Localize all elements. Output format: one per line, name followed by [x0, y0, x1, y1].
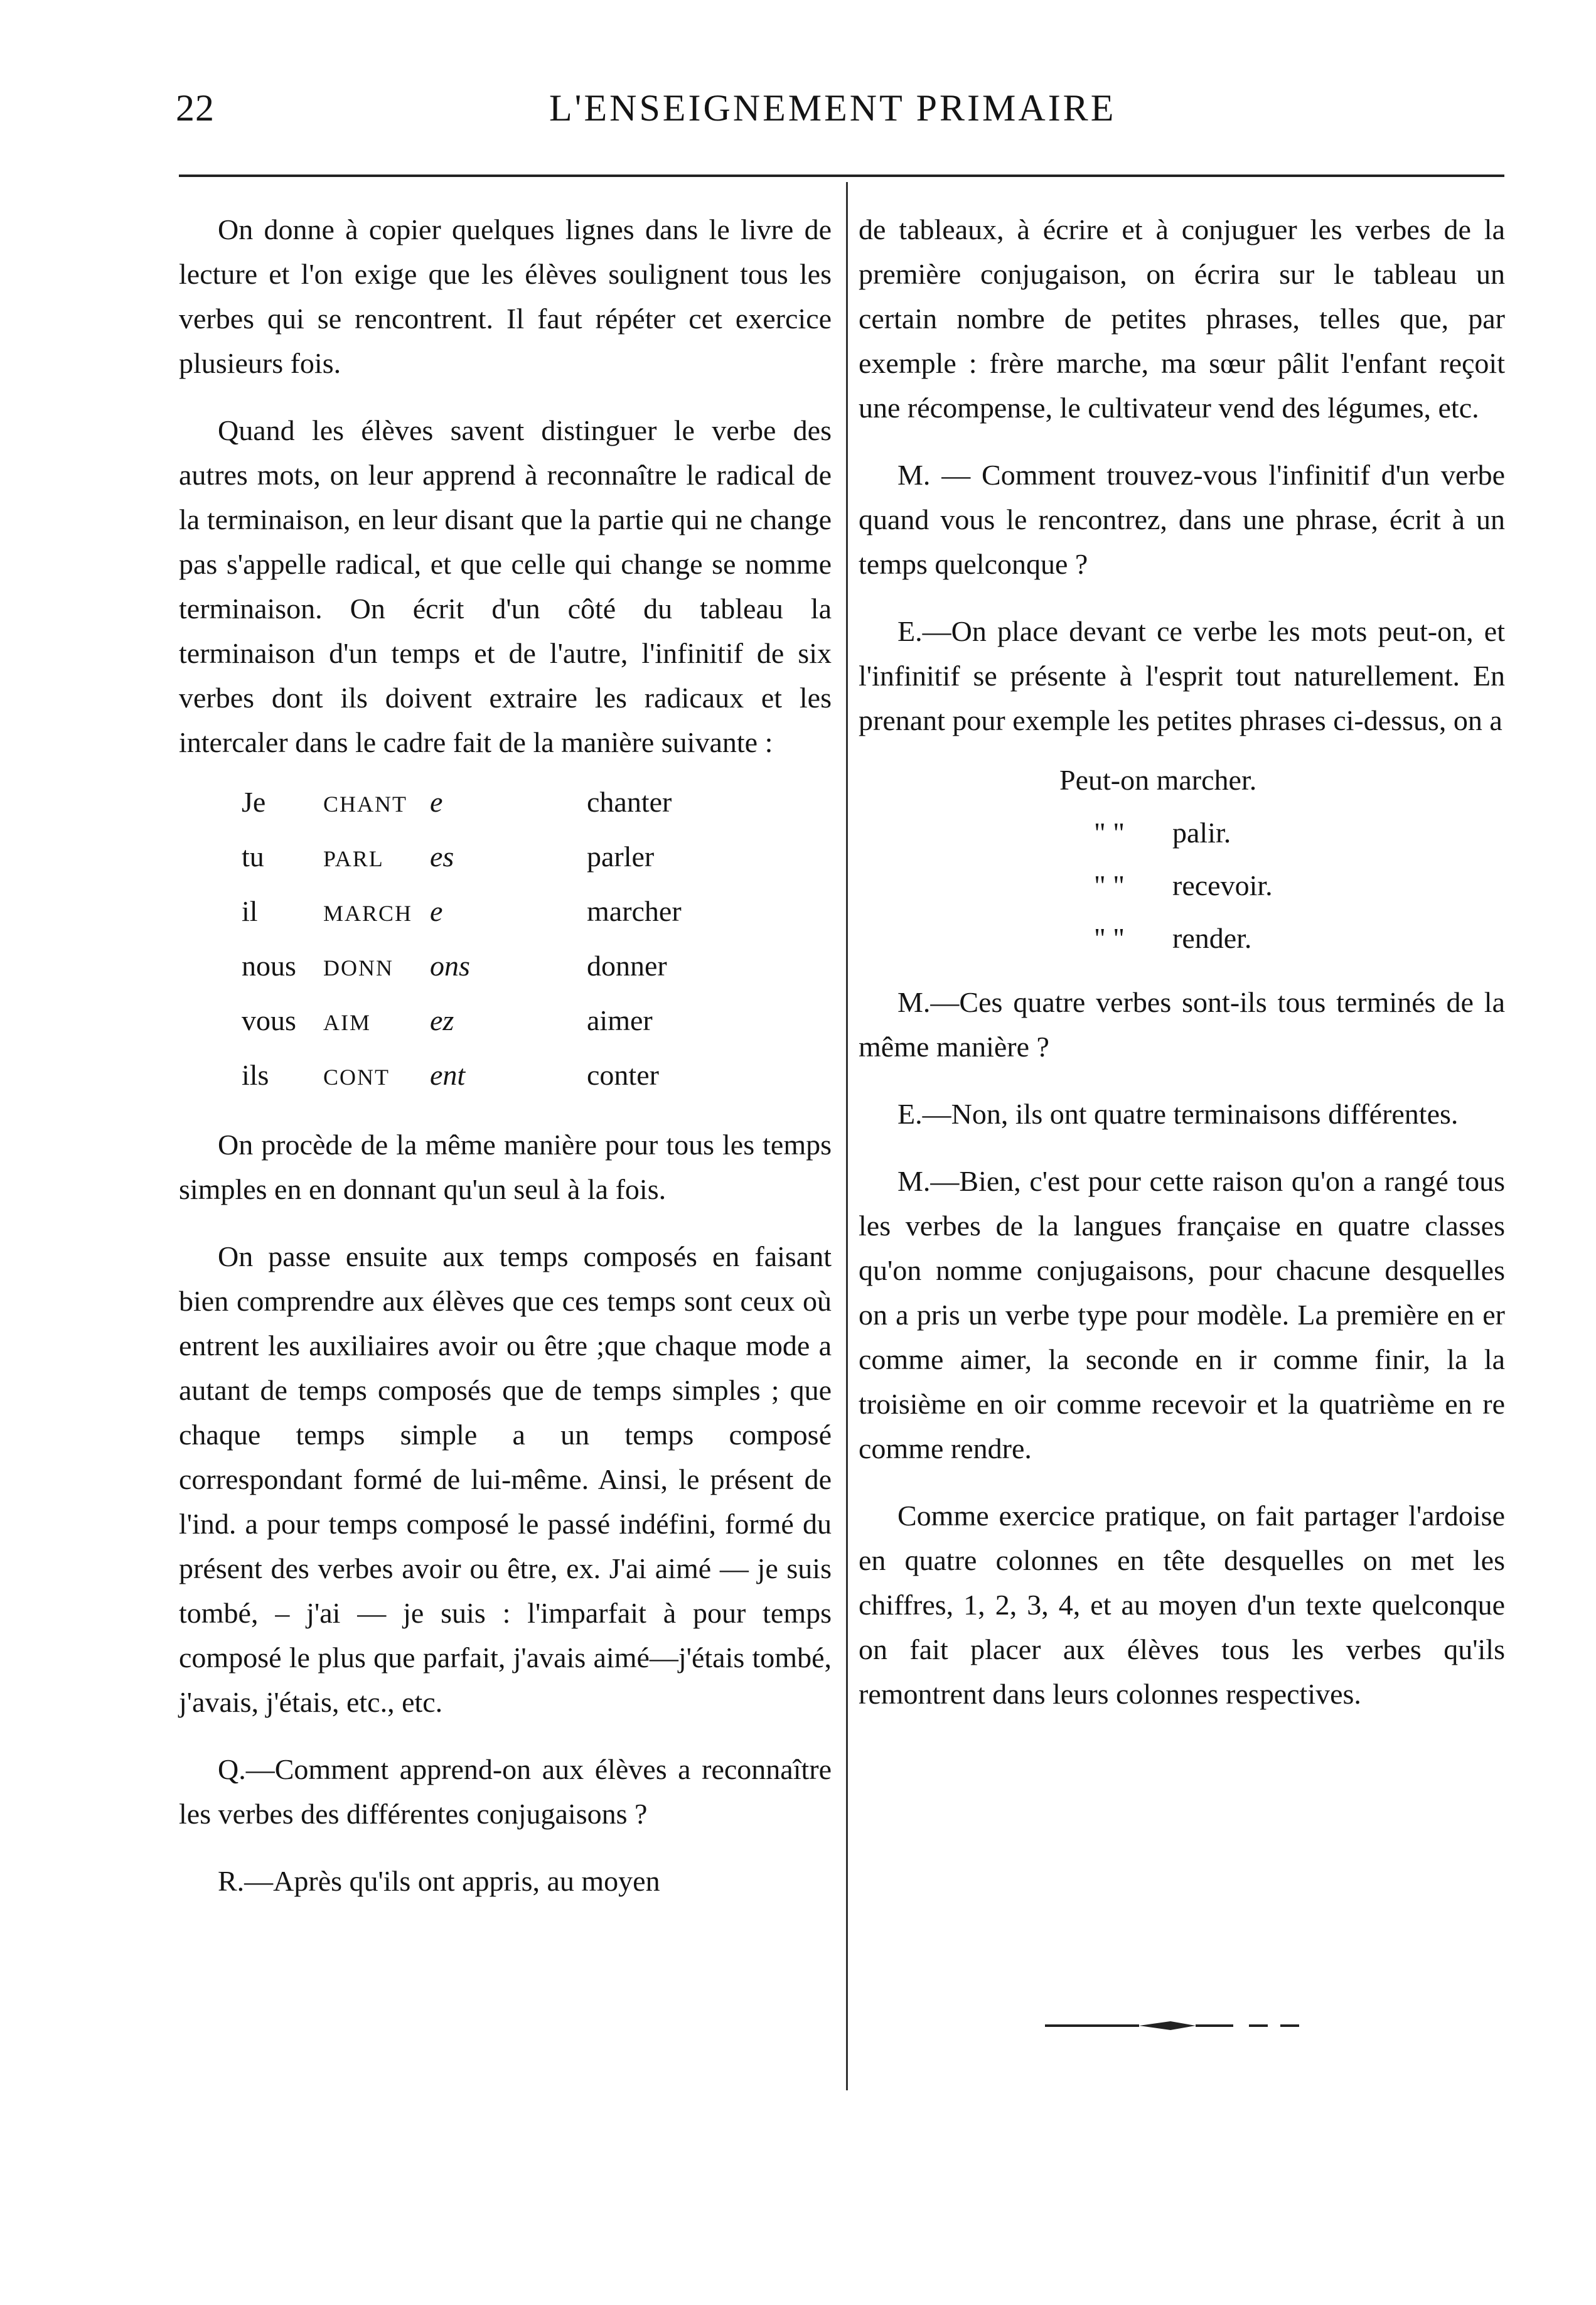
page-header: [0, 82, 1596, 132]
conj-radical: MARCH: [323, 901, 413, 926]
conj-pronoun: nous: [242, 950, 296, 982]
list-item: [1059, 807, 1505, 859]
conj-radical: AIM: [323, 1010, 371, 1035]
conjugation-row: [242, 885, 775, 940]
paragraph: M.—Ces quatre verbes sont-ils tous terminés de la même manière ?: [859, 986, 1505, 1063]
conj-ending: ons: [430, 950, 470, 982]
paragraph: Comme exercice pratique, on fait partager l'ardoise en quatre colonnes en tête desquelles on met les chiffres, 1, 2, 3, 4, et au moyen d'un texte quelconque on fait placer aux élèves tous les verbes qu'ils remontrent dans leurs colonnes respectives.: [859, 1500, 1505, 1710]
conj-infinitive: chanter: [587, 786, 672, 818]
conjugation-table: [242, 776, 775, 1104]
ditto-mark: " ": [1094, 817, 1125, 849]
conj-ending: e: [430, 895, 443, 927]
paragraph: M. — Comment trouvez-vous l'infinitif d'un verbe quand vous le rencontrez, dans une phrase, écrit à un temps quelconque ?: [859, 459, 1505, 580]
conjugation-row: [242, 1049, 775, 1104]
right-column: [859, 207, 1505, 1739]
peut-on-list: [1059, 754, 1505, 965]
list-item-text: render.: [1172, 922, 1252, 954]
conj-infinitive: parler: [587, 841, 655, 873]
conj-infinitive: aimer: [587, 1004, 653, 1036]
conj-ending: e: [430, 786, 443, 818]
list-item-text: recevoir.: [1172, 869, 1273, 901]
list-item: [1059, 859, 1505, 912]
header-rule: [179, 175, 1504, 177]
paragraph: On donne à copier quelques lignes dans le livre de lecture et l'on exige que les élèves soulignent tous les verbes qui se rencontrent. Il faut répéter cet exercice plusieurs fois.: [179, 213, 832, 379]
paragraph: R.—Après qu'ils ont appris, au moyen: [218, 1865, 660, 1897]
list-item: [1059, 912, 1505, 965]
conj-pronoun: tu: [242, 841, 264, 873]
peut-on-first: Peut-on marcher.: [1059, 764, 1257, 796]
conjugation-row: [242, 776, 775, 830]
paragraph: On passe ensuite aux temps composés en faisant bien comprendre aux élèves que ces temps sont ceux où entrent les auxiliaires avoir ou être ;que chaque mode a autant de temps composés que de temps simples ; que chaque temps simple a un temps composé correspondant formé de lui-même. Ainsi, le présent de l'ind. a pour temps composé le passé indéfini, formé du présent des verbes avoir ou être, ex. J'ai aimé — je suis tombé, – j'ai — je suis : l'imparfait à pour temps composé le plus que parfait, j'avais aimé—j'étais tombé, j'avais, j'étais, etc., etc.: [179, 1240, 832, 1718]
conjugation-row: [242, 830, 775, 885]
conj-ending: es: [430, 841, 454, 873]
conj-radical: DONN: [323, 955, 394, 981]
end-ornament: [1045, 2016, 1309, 2035]
conjugation-row: [242, 940, 775, 994]
paragraph: E.—Non, ils ont quatre terminaisons différentes.: [897, 1098, 1459, 1130]
conj-pronoun: vous: [242, 1004, 296, 1036]
conj-ending: ez: [430, 1004, 454, 1036]
conj-pronoun: Je: [242, 786, 266, 818]
ditto-mark: " ": [1094, 922, 1125, 954]
conj-pronoun: ils: [242, 1059, 269, 1091]
list-item-text: palir.: [1172, 817, 1231, 849]
paragraph: M.—Bien, c'est pour cette raison qu'on a rangé tous les verbes de la langues française en quatre classes qu'on nomme conjugaisons, pour chacune desquelles on a pris un verbe type pour modèle. La première en er comme aimer, la seconde en ir comme finir, la la troisième en oir comme recevoir et la quatrième en re comme rendre.: [859, 1165, 1505, 1464]
paragraph: Q.—Comment apprend-on aux élèves a reconnaître les verbes des différentes conjugaisons ?: [179, 1753, 832, 1830]
conj-infinitive: marcher: [587, 895, 682, 927]
paragraph: On procède de la même manière pour tous les temps simples en en donnant qu'un seul à la fois.: [179, 1129, 832, 1205]
ditto-mark: " ": [1094, 869, 1125, 901]
column-divider: [846, 182, 848, 2090]
conj-radical: CHANT: [323, 792, 407, 817]
conjugation-row: [242, 994, 775, 1049]
conj-infinitive: donner: [587, 950, 667, 982]
conj-pronoun: il: [242, 895, 258, 927]
running-title: L'ENSEIGNEMENT PRIMAIRE: [549, 87, 1117, 129]
conj-radical: CONT: [323, 1065, 390, 1090]
paragraph: E.—On place devant ce verbe les mots peut-on, et l'infinitif se présente à l'esprit tout naturellement. En prenant pour exemple les petites phrases ci-dessus, on a: [859, 615, 1505, 736]
left-column: [179, 207, 832, 1926]
conj-radical: PARL: [323, 846, 384, 871]
paragraph: Quand les élèves savent distinguer le verbe des autres mots, on leur apprend à reconnaître le radical de la terminaison, en leur disant que la partie qui ne change pas s'appelle radical, et que celle qui change se nomme terminaison. On écrit d'un côté du tableau la terminaison d'un temps et de l'autre, l'infinitif de six verbes dont ils doivent extraire les radicaux et les intercaler dans le cadre fait de la manière suivante :: [179, 414, 832, 758]
paragraph: de tableaux, à écrire et à conjuguer les verbes de la première conjugaison, on écrira sur le tableau un certain nombre de petites phrases, telles que, par exemple : frère marche, ma sœur pâlit l'enfant reçoit une récompense, le cultivateur vend des légumes, etc.: [859, 213, 1505, 424]
page-number: 22: [176, 87, 215, 129]
conj-infinitive: conter: [587, 1059, 659, 1091]
conj-ending: ent: [430, 1059, 466, 1091]
